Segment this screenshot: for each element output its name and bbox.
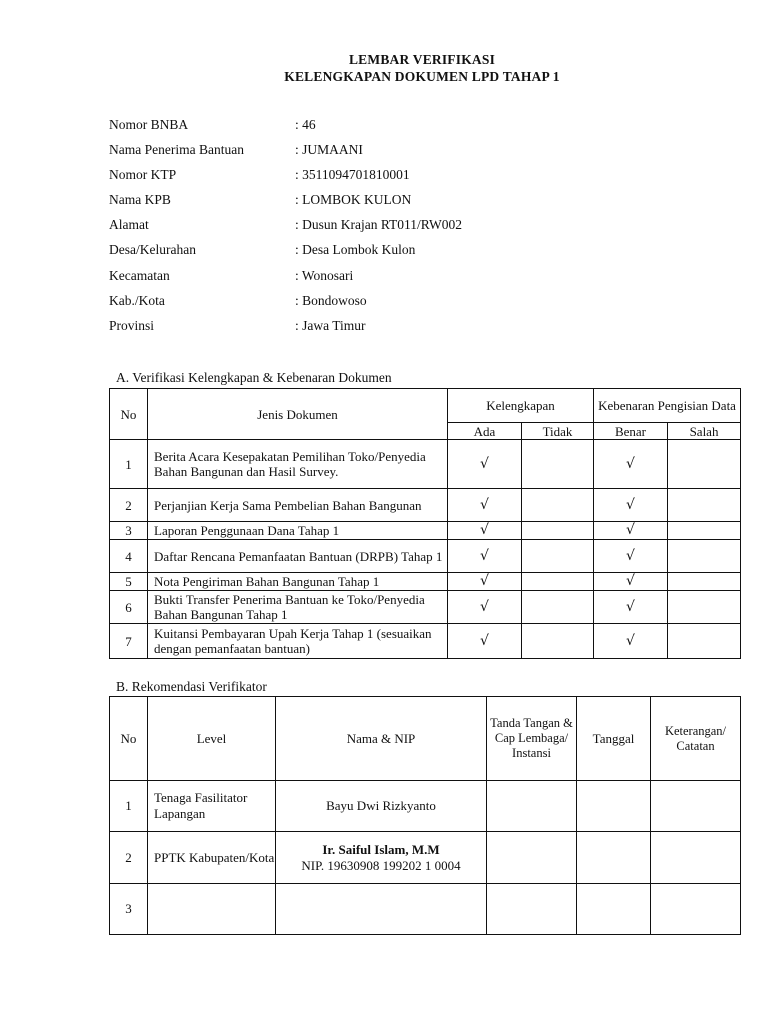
check-ada: √ [448, 440, 522, 489]
check-benar: √ [594, 540, 668, 573]
verifier-level [148, 884, 276, 935]
section-a-title: A. Verifikasi Kelengkapan & Kebenaran Dokumen [116, 370, 392, 385]
info-value: : Dusun Krajan RT011/RW002 [295, 217, 463, 233]
check-salah [668, 489, 741, 522]
info-value: : LOMBOK KULON [295, 192, 412, 208]
verifier-level: Tenaga Fasilitator Lapangan [148, 781, 276, 832]
check-tidak [522, 540, 594, 573]
row-number: 2 [110, 832, 148, 884]
check-benar: √ [594, 522, 668, 540]
table-row [110, 540, 741, 573]
verifier-name-cell [276, 781, 487, 832]
notes-cell [651, 832, 741, 884]
info-label: Kecamatan [109, 267, 170, 283]
recommendation-table [109, 696, 741, 935]
check-salah [668, 440, 741, 489]
row-number: 1 [110, 440, 148, 489]
check-benar: √ [594, 440, 668, 489]
row-number: 3 [110, 884, 148, 935]
info-label: Nomor BNBA [109, 117, 189, 132]
check-ada: √ [448, 591, 522, 624]
date-cell [577, 884, 651, 935]
info-label: Desa/Kelurahan [109, 242, 196, 258]
col-header-no: No [110, 389, 148, 440]
info-label: Alamat [109, 217, 149, 233]
col-header-level: Level [148, 697, 276, 781]
check-tidak [522, 489, 594, 522]
check-benar: √ [594, 624, 668, 659]
info-value: : JUMAANI [295, 142, 363, 158]
info-label: Provinsi [109, 317, 155, 333]
verifier-level: PPTK Kabupaten/Kota [148, 832, 276, 884]
check-salah [668, 624, 741, 659]
table-row [110, 832, 741, 884]
col-header-jenis-dokumen: Jenis Dokumen [148, 389, 448, 440]
col-header-benar: Benar [594, 423, 668, 440]
row-number: 3 [110, 522, 148, 540]
table-row [110, 884, 741, 935]
table-row [110, 781, 741, 832]
col-header-ada: Ada [448, 423, 522, 440]
info-value: : Bondowoso [295, 292, 367, 308]
verifier-name-cell [276, 832, 487, 884]
col-header-tanggal: Tanggal [577, 697, 651, 781]
check-salah [668, 573, 741, 591]
verifier-nip: NIP. 19630908 199202 1 0004 [301, 857, 461, 873]
info-value: : Wonosari [295, 267, 354, 283]
signature-cell [487, 832, 577, 884]
col-header-keterangan: Keterangan/ Catatan [651, 697, 741, 781]
info-value: : Jawa Timur [295, 317, 366, 333]
info-value: : 46 [295, 117, 316, 132]
col-header-kelengkapan: Kelengkapan [448, 389, 594, 423]
date-cell [577, 832, 651, 884]
check-tidak [522, 522, 594, 540]
check-tidak [522, 591, 594, 624]
check-salah [668, 591, 741, 624]
document-name: Daftar Rencana Pemanfaatan Bantuan (DRPB) Tahap 1 [148, 540, 448, 573]
document-name: Perjanjian Kerja Sama Pembelian Bahan Bangunan [148, 489, 448, 522]
date-cell [577, 781, 651, 832]
signature-cell [487, 781, 577, 832]
row-number: 6 [110, 591, 148, 624]
col-header-salah: Salah [668, 423, 741, 440]
document-title: LEMBAR VERIFIKASI [348, 52, 496, 67]
notes-cell [651, 884, 741, 935]
document-name: Bukti Transfer Penerima Bantuan ke Toko/Penyedia Bahan Bangunan Tahap 1 [148, 591, 448, 624]
verifier-name-cell [276, 884, 487, 935]
check-salah [668, 540, 741, 573]
check-ada: √ [448, 489, 522, 522]
table-row [110, 573, 741, 591]
info-label: Kab./Kota [109, 292, 165, 308]
check-tidak [522, 440, 594, 489]
check-tidak [522, 573, 594, 591]
table-row [110, 591, 741, 624]
row-number: 5 [110, 573, 148, 591]
col-header-no: No [110, 697, 148, 781]
signature-cell [487, 884, 577, 935]
row-number: 2 [110, 489, 148, 522]
verification-table [109, 388, 741, 659]
check-salah [668, 522, 741, 540]
table-row [110, 624, 741, 659]
verifier-name: Ir. Saiful Islam, M.M [322, 841, 440, 857]
table-row [110, 522, 741, 540]
document-subtitle: KELENGKAPAN DOKUMEN LPD TAHAP 1 [284, 69, 560, 84]
info-label: Nama KPB [109, 192, 171, 208]
check-ada: √ [448, 573, 522, 591]
table-row [110, 489, 741, 522]
check-ada: √ [448, 624, 522, 659]
check-benar: √ [594, 489, 668, 522]
check-tidak [522, 624, 594, 659]
document-name: Laporan Penggunaan Dana Tahap 1 [148, 522, 448, 540]
info-label: Nama Penerima Bantuan [109, 142, 244, 158]
check-ada: √ [448, 540, 522, 573]
document-name: Berita Acara Kesepakatan Pemilihan Toko/Penyedia Bahan Bangunan dan Hasil Survey. [148, 440, 448, 489]
col-header-nama-nip: Nama & NIP [276, 697, 487, 781]
row-number: 1 [110, 781, 148, 832]
table-row [110, 440, 741, 489]
check-benar: √ [594, 573, 668, 591]
col-header-tanda-tangan: Tanda Tangan & Cap Lembaga/ Instansi [487, 697, 577, 781]
verifier-name: Bayu Dwi Rizkyanto [326, 798, 436, 813]
col-header-tidak: Tidak [522, 423, 594, 440]
info-label: Nomor KTP [109, 167, 177, 183]
row-number: 4 [110, 540, 148, 573]
info-value: : Desa Lombok Kulon [295, 242, 416, 258]
notes-cell [651, 781, 741, 832]
col-header-kebenaran: Kebenaran Pengisian Data [594, 389, 741, 423]
info-value: : 3511094701810001 [295, 167, 410, 183]
check-benar: √ [594, 591, 668, 624]
row-number: 7 [110, 624, 148, 659]
check-ada: √ [448, 522, 522, 540]
document-name: Nota Pengiriman Bahan Bangunan Tahap 1 [148, 573, 448, 591]
section-b-title: B. Rekomendasi Verifikator [116, 679, 267, 694]
document-name: Kuitansi Pembayaran Upah Kerja Tahap 1 (sesuaikan dengan pemanfaatan bantuan) [148, 624, 448, 659]
